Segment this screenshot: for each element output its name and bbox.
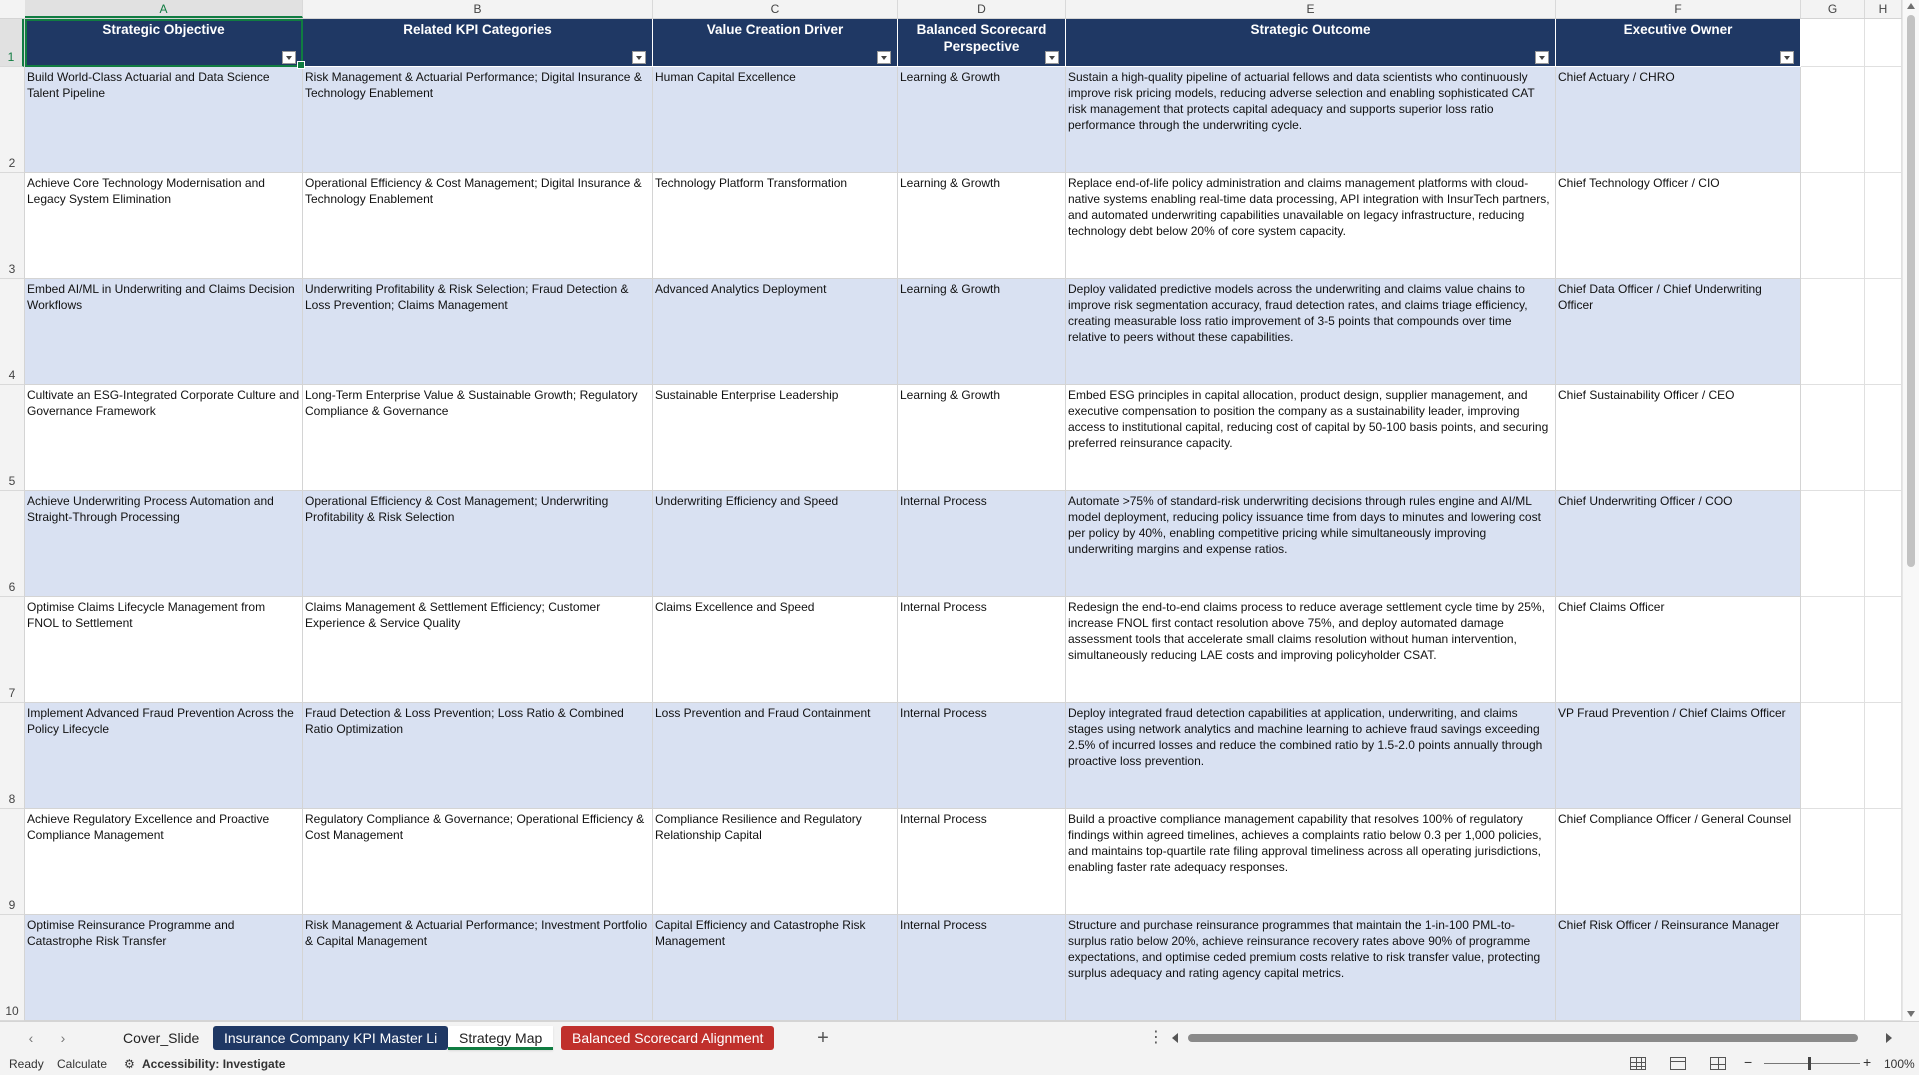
empty-cell[interactable] <box>1865 491 1902 597</box>
row-number: 1 <box>7 50 15 64</box>
column-header-c[interactable]: C <box>653 0 898 18</box>
cell-a8[interactable]: Implement Advanced Fraud Prevention Across the Policy Lifecycle <box>25 703 303 809</box>
row-number: 9 <box>8 898 16 912</box>
empty-cell[interactable] <box>1801 173 1865 279</box>
empty-cell[interactable] <box>1801 491 1865 597</box>
cell-f8[interactable]: VP Fraud Prevention / Chief Claims Officer <box>1556 703 1801 809</box>
normal-view-icon[interactable] <box>1630 1057 1646 1070</box>
cell-c8[interactable]: Loss Prevention and Fraud Containment <box>653 703 898 809</box>
filter-dropdown-icon[interactable] <box>632 51 646 64</box>
cell-f5[interactable]: Chief Sustainability Officer / CEO <box>1556 385 1801 491</box>
row-header-8[interactable] <box>0 703 24 809</box>
zoom-slider-knob[interactable] <box>1808 1057 1811 1070</box>
zoom-slider[interactable] <box>1764 1063 1860 1064</box>
cell-e9[interactable]: Build a proactive compliance management capability that resolves 100% of regulatory findings within agreed timelines, achieves a complaints ratio below 0.3 per 1,000 policies, and maintains top-quartile rate filing approval timeliness across all operating jurisdictions, enabling faster rate adequacy responses. <box>1066 809 1556 915</box>
empty-cell[interactable] <box>1801 385 1865 491</box>
cell-f4[interactable]: Chief Data Officer / Chief Underwriting Officer <box>1556 279 1801 385</box>
empty-cell[interactable] <box>1801 703 1865 809</box>
cell-d10[interactable]: Internal Process <box>898 915 1066 1021</box>
empty-cell[interactable] <box>1801 67 1865 173</box>
zoom-out-icon[interactable]: − <box>1744 1054 1753 1070</box>
filter-dropdown-icon[interactable] <box>1780 51 1794 64</box>
cell-a2[interactable]: Build World-Class Actuarial and Data Science Talent Pipeline <box>25 67 303 173</box>
cell-d9[interactable]: Internal Process <box>898 809 1066 915</box>
cell-a6[interactable]: Achieve Underwriting Process Automation and Straight-Through Processing <box>25 491 303 597</box>
cell-f9[interactable]: Chief Compliance Officer / General Counsel <box>1556 809 1801 915</box>
vertical-scrollbar[interactable] <box>1902 0 1919 1021</box>
header-cell-d[interactable] <box>898 19 1066 66</box>
row-header-7[interactable] <box>0 597 24 703</box>
more-options-icon[interactable]: ⋮ <box>1148 1029 1164 1046</box>
cell-f6[interactable]: Chief Underwriting Officer / COO <box>1556 491 1801 597</box>
vertical-scroll-thumb[interactable] <box>1907 15 1915 567</box>
header-cell-c[interactable] <box>653 19 898 66</box>
cell-a7[interactable]: Optimise Claims Lifecycle Management from FNOL to Settlement <box>25 597 303 703</box>
zoom-in-icon[interactable]: + <box>1863 1054 1872 1070</box>
empty-cell[interactable] <box>1801 915 1865 1021</box>
empty-cell[interactable] <box>1865 173 1902 279</box>
cell-a4[interactable]: Embed AI/ML in Underwriting and Claims Decision Workflows <box>25 279 303 385</box>
row-header-10[interactable] <box>0 915 24 1021</box>
empty-cell[interactable] <box>1865 809 1902 915</box>
empty-cell[interactable] <box>1801 19 1865 67</box>
cell-e2[interactable]: Sustain a high-quality pipeline of actuarial fellows and data scientists who continuously improve risk pricing models, reducing adverse selection and enabling sophisticated CAT risk management that protects capital adequacy and supports superior loss ratio performance through the underwriting cycle. <box>1066 67 1556 173</box>
row-header-6[interactable] <box>0 491 24 597</box>
header-label: Related KPI Categories <box>403 22 552 37</box>
column-header-b[interactable]: B <box>303 0 653 18</box>
sheet-grid <box>25 19 1902 1021</box>
row-number: 3 <box>8 262 16 276</box>
cell-b4[interactable]: Underwriting Profitability & Risk Selection; Fraud Detection & Loss Prevention; Claims Management <box>303 279 653 385</box>
cell-e3[interactable]: Replace end-of-life policy administration and claims management platforms with cloud-native systems enabling real-time data processing, API integration with InsurTech partners, and automated underwriting capabilities unavailable on legacy infrastructure, reducing technology debt below 20% of core system capacity. <box>1066 173 1556 279</box>
status-ready: Ready <box>9 1057 44 1071</box>
cell-b9[interactable]: Regulatory Compliance & Governance; Operational Efficiency & Cost Management <box>303 809 653 915</box>
row-header-4[interactable] <box>0 279 24 385</box>
cell-c10[interactable]: Capital Efficiency and Catastrophe Risk Management <box>653 915 898 1021</box>
cell-c5[interactable]: Sustainable Enterprise Leadership <box>653 385 898 491</box>
row-number: 5 <box>8 474 16 488</box>
empty-cell[interactable] <box>1865 915 1902 1021</box>
cell-a5[interactable]: Cultivate an ESG-Integrated Corporate Culture and Governance Framework <box>25 385 303 491</box>
cell-d8[interactable]: Internal Process <box>898 703 1066 809</box>
column-header-h[interactable]: H <box>1865 0 1902 18</box>
cell-c9[interactable]: Compliance Resilience and Regulatory Relationship Capital <box>653 809 898 915</box>
row-number: 8 <box>8 792 16 806</box>
header-cell-e[interactable] <box>1066 19 1556 66</box>
status-calculate-button[interactable]: Calculate <box>57 1057 108 1071</box>
row-number: 4 <box>8 368 16 382</box>
sheet-tab-strategy-map[interactable]: Strategy Map <box>448 1026 553 1050</box>
cell-a10[interactable]: Optimise Reinsurance Programme and Catastrophe Risk Transfer <box>25 915 303 1021</box>
row-header-1[interactable] <box>0 19 24 67</box>
zoom-level[interactable]: 100% <box>1884 1057 1915 1071</box>
filter-dropdown-icon[interactable] <box>1535 51 1549 64</box>
accessibility-icon: ⚙ <box>124 1057 135 1071</box>
cell-d4[interactable]: Learning & Growth <box>898 279 1066 385</box>
cell-b8[interactable]: Fraud Detection & Loss Prevention; Loss Ratio & Combined Ratio Optimization <box>303 703 653 809</box>
cell-d5[interactable]: Learning & Growth <box>898 385 1066 491</box>
empty-cell[interactable] <box>1865 67 1902 173</box>
row-number: 10 <box>5 1004 19 1018</box>
header-label: Balanced Scorecard Perspective <box>916 22 1047 54</box>
cell-f10[interactable]: Chief Risk Officer / Reinsurance Manager <box>1556 915 1801 1021</box>
scroll-left-icon[interactable] <box>1172 1033 1178 1043</box>
cell-d3[interactable]: Learning & Growth <box>898 173 1066 279</box>
cell-b10[interactable]: Risk Management & Actuarial Performance; Investment Portfolio & Capital Management <box>303 915 653 1021</box>
column-header-f[interactable]: F <box>1556 0 1801 18</box>
column-header-e[interactable]: E <box>1066 0 1556 18</box>
cell-b2[interactable]: Risk Management & Actuarial Performance; Digital Insurance & Technology Enablement <box>303 67 653 173</box>
header-cell-a[interactable] <box>25 19 303 66</box>
cell-f7[interactable]: Chief Claims Officer <box>1556 597 1801 703</box>
empty-cell[interactable] <box>1865 279 1902 385</box>
cell-a9[interactable]: Achieve Regulatory Excellence and Proactive Compliance Management <box>25 809 303 915</box>
previous-sheet-icon[interactable]: ‹ <box>28 1030 34 1046</box>
row-number: 7 <box>8 686 16 700</box>
add-sheet-button[interactable]: + <box>817 1027 829 1049</box>
cell-e4[interactable]: Deploy validated predictive models across the underwriting and claims value chains to improve risk segmentation accuracy, fraud detection rates, and claims triage efficiency, creating measurable loss ratio improvement of 3-5 points that compounds over time relative to peers without these capabilities. <box>1066 279 1556 385</box>
column-header-d[interactable]: D <box>898 0 1066 18</box>
sheet-tab-cover-slide[interactable]: Cover_Slide <box>123 1030 200 1046</box>
cell-d2[interactable]: Learning & Growth <box>898 67 1066 173</box>
row-header-5[interactable] <box>0 385 24 491</box>
cell-b6[interactable]: Operational Efficiency & Cost Management; Underwriting Profitability & Risk Selection <box>303 491 653 597</box>
cell-c7[interactable]: Claims Excellence and Speed <box>653 597 898 703</box>
cell-c6[interactable]: Underwriting Efficiency and Speed <box>653 491 898 597</box>
filter-dropdown-icon[interactable] <box>877 51 891 64</box>
accessibility-status-button[interactable]: Accessibility: Investigate <box>142 1057 286 1071</box>
row-header-2[interactable] <box>0 67 24 173</box>
next-sheet-icon[interactable]: › <box>60 1030 66 1046</box>
cell-c2[interactable]: Human Capital Excellence <box>653 67 898 173</box>
cell-b7[interactable]: Claims Management & Settlement Efficiency; Customer Experience & Service Quality <box>303 597 653 703</box>
header-label: Value Creation Driver <box>706 22 844 37</box>
header-label: Strategic Objective <box>102 22 225 37</box>
cell-f2[interactable]: Chief Actuary / CHRO <box>1556 67 1801 173</box>
empty-cell[interactable] <box>1801 597 1865 703</box>
column-header-a[interactable]: A <box>25 0 303 18</box>
scroll-down-icon[interactable] <box>1907 1011 1915 1017</box>
cell-c3[interactable]: Technology Platform Transformation <box>653 173 898 279</box>
sheet-tab-bar <box>0 1021 1919 1054</box>
row-number: 6 <box>8 580 16 594</box>
cell-d7[interactable]: Internal Process <box>898 597 1066 703</box>
filter-dropdown-icon[interactable] <box>282 51 296 64</box>
header-label: Executive Owner <box>1623 22 1733 37</box>
cell-b5[interactable]: Long-Term Enterprise Value & Sustainable Growth; Regulatory Compliance & Governance <box>303 385 653 491</box>
page-break-icon[interactable] <box>1710 1057 1726 1070</box>
empty-cell[interactable] <box>1865 597 1902 703</box>
empty-cell[interactable] <box>1865 19 1902 67</box>
sheet-tab-insurance-company-kpi-master-li[interactable]: Insurance Company KPI Master Li <box>213 1026 448 1050</box>
status-bar <box>0 1053 1919 1075</box>
cell-d6[interactable]: Internal Process <box>898 491 1066 597</box>
cell-b3[interactable]: Operational Efficiency & Cost Management; Digital Insurance & Technology Enablement <box>303 173 653 279</box>
empty-cell[interactable] <box>1801 809 1865 915</box>
empty-cell[interactable] <box>1865 703 1902 809</box>
column-header-g[interactable]: G <box>1801 0 1865 18</box>
page-layout-icon[interactable] <box>1670 1057 1686 1070</box>
cell-e8[interactable]: Deploy integrated fraud detection capabilities at application, underwriting, and claims stages using network analytics and machine learning to achieve fraud savings exceeding 2.5% of incurred losses and reduce the combined ratio by 1.5-2.0 points annually through proactive loss prevention. <box>1066 703 1556 809</box>
column-header-bar <box>0 0 1902 19</box>
scroll-right-icon[interactable] <box>1886 1033 1892 1043</box>
scroll-up-icon[interactable] <box>1907 3 1915 9</box>
filter-dropdown-icon[interactable] <box>1045 51 1059 64</box>
cell-f3[interactable]: Chief Technology Officer / CIO <box>1556 173 1801 279</box>
horizontal-scroll-thumb[interactable] <box>1188 1034 1858 1042</box>
horizontal-scrollbar[interactable] <box>1172 1030 1892 1046</box>
row-header-3[interactable] <box>0 173 24 279</box>
empty-cell[interactable] <box>1865 385 1902 491</box>
cell-e10[interactable]: Structure and purchase reinsurance programmes that maintain the 1-in-100 PML-to-surplus ratio below 20%, achieve reinsurance recovery rates above 90% of programme expectations, and optimise ceded premium costs relative to risk transfer value, protecting surplus adequacy and rating agency capital metrics. <box>1066 915 1556 1021</box>
cell-e6[interactable]: Automate >75% of standard-risk underwriting decisions through rules engine and AI/ML model deployment, reducing policy issuance time from days to minutes and lowering cost per policy by 40%, enabling competitive pricing while simultaneously improving underwriting margins and expense ratios. <box>1066 491 1556 597</box>
cell-e7[interactable]: Redesign the end-to-end claims process to reduce average settlement cycle time by 25%, increase FNOL first contact resolution above 75%, and deploy automated damage assessment tools that accelerate small claims resolution without human intervention, simultaneously reducing LAE costs and improving policyholder CSAT. <box>1066 597 1556 703</box>
row-header-bar <box>0 19 25 1021</box>
cell-a3[interactable]: Achieve Core Technology Modernisation and Legacy System Elimination <box>25 173 303 279</box>
cell-c4[interactable]: Advanced Analytics Deployment <box>653 279 898 385</box>
row-number: 2 <box>8 156 16 170</box>
row-header-9[interactable] <box>0 809 24 915</box>
header-cell-f[interactable] <box>1556 19 1801 66</box>
sheet-tab-balanced-scorecard-alignment[interactable]: Balanced Scorecard Alignment <box>561 1026 774 1050</box>
cell-e5[interactable]: Embed ESG principles in capital allocation, product design, supplier management, and executive compensation to position the company as a sustainability leader, improving access to institutional capital, reducing cost of capital by 50-100 basis points, and securing preferred reinsurance capacity. <box>1066 385 1556 491</box>
header-label: Strategic Outcome <box>1250 22 1371 37</box>
header-cell-b[interactable] <box>303 19 653 66</box>
empty-cell[interactable] <box>1801 279 1865 385</box>
